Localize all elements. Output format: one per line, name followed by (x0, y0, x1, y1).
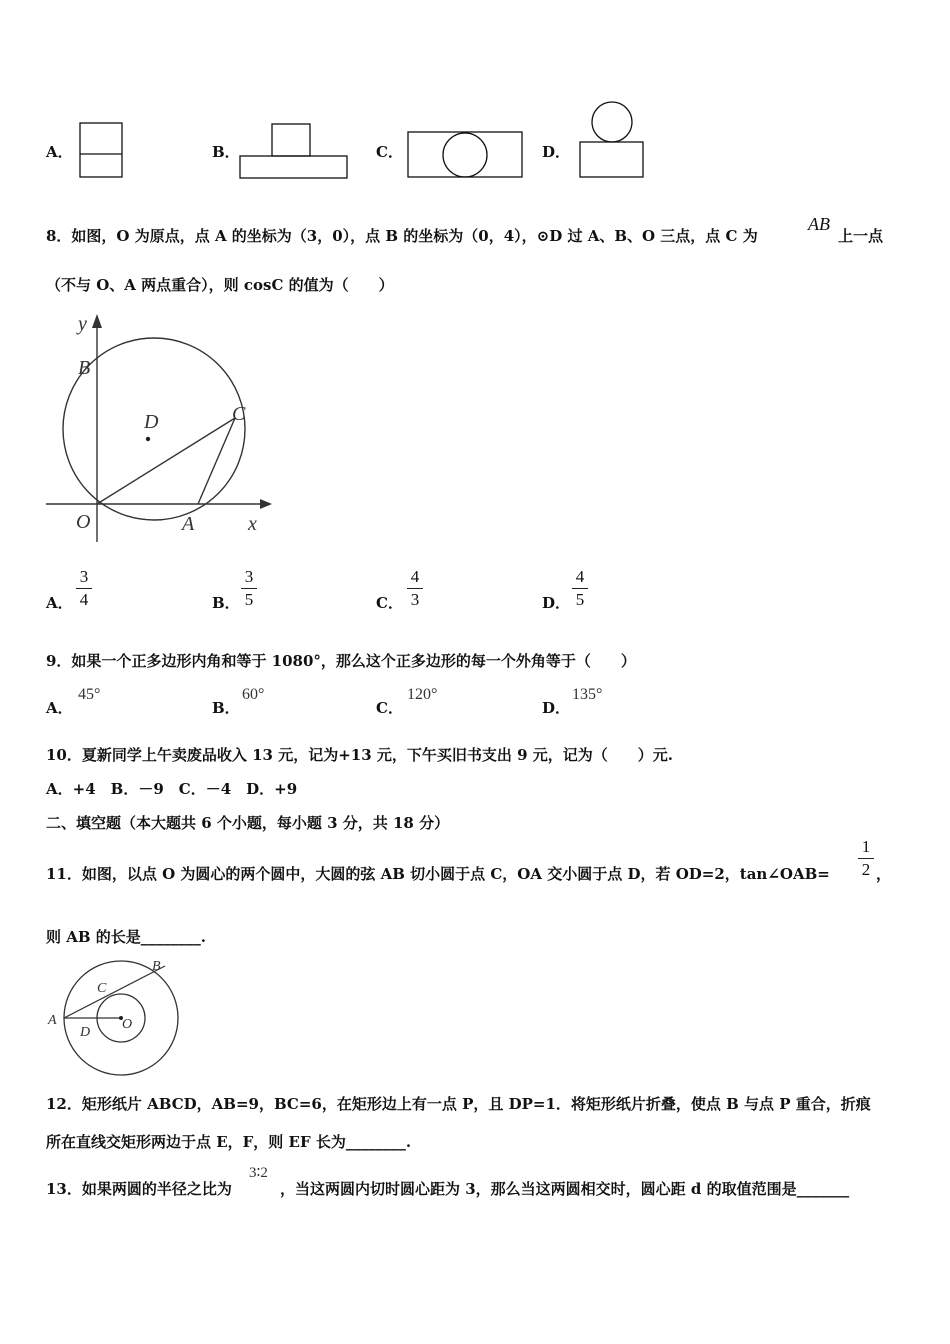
q10-stem: 10．夏新同学上午卖废品收入 13 元，记为+13 元，下午买旧书支出 9 元，记为（ ）元. (46, 746, 673, 764)
q11-fraction: 1 2 (858, 838, 874, 879)
q8-arc-label: AB (808, 214, 830, 234)
q8-option-b-label: B． (212, 594, 240, 612)
q13-stem-end: ，当这两圆内切时圆心距为 3，那么当这两圆相交时，圆心距 d 的取值范围是_______ (280, 1180, 850, 1198)
q11-figure (40, 950, 200, 1080)
q9-option-c-label: C． (376, 699, 403, 717)
q12-stem-line1: 12．矩形纸片 ABCD，AB=9，BC=6，在矩形边上有一点 P，且 DP=1．将矩形纸片折叠，使点 B 与点 P 重合，折痕 (46, 1095, 871, 1113)
q8-option-a-fraction: 3 4 (76, 568, 92, 609)
segment-ca (198, 418, 235, 504)
q8-stem-line1: 8．如图，O 为原点，点 A 的坐标为（3，0），点 B 的坐标为（0，4），⊙D 过 A、B、O 三点，点 C 为 (46, 227, 758, 245)
q7-option-c-label: C． (376, 143, 403, 161)
center-dot (146, 437, 150, 441)
q11-stem-line1-end: ， (876, 865, 892, 883)
q7-option-a-label: A． (46, 143, 73, 161)
q8-option-c-label: C． (376, 594, 403, 612)
label-d: D (144, 411, 159, 433)
label-o: O (122, 1017, 133, 1032)
q9-option-a-value: 45° (78, 686, 101, 703)
q8-option-b-fraction: 3 5 (241, 568, 257, 609)
q10-options: A．+4 B．－9 C．－4 D．+9 (46, 780, 298, 798)
q13-stem-start: 13．如果两圆的半径之比为 (46, 1180, 232, 1198)
label-a: A (182, 513, 195, 535)
chord-ab (64, 966, 165, 1018)
q9-option-b-value: 60° (242, 686, 265, 703)
q11-stem-line1: 11．如图，以点 O 为圆心的两个圆中，大圆的弦 AB 切小圆于点 C，OA 交小圆于点 D，若 OD=2，tan∠OAB= (46, 865, 830, 883)
q9-option-c-value: 120° (407, 686, 438, 703)
label-x: x (248, 513, 257, 535)
label-d: D (80, 1025, 91, 1040)
q9-option-d-label: D． (542, 699, 571, 717)
label-a: A (48, 1013, 57, 1028)
q8-figure (40, 310, 340, 550)
q8-option-c-fraction: 4 3 (407, 568, 423, 609)
q8-option-d-label: D． (542, 594, 571, 612)
label-b: B (152, 959, 161, 974)
q8-option-a-label: A． (46, 594, 73, 612)
label-c: C (232, 403, 246, 425)
q7-option-d-label: D． (542, 143, 571, 161)
q8-stem-line2: （不与 O、A 两点重合），则 cosC 的值为（ ） (46, 276, 394, 294)
q9-option-d-value: 135° (572, 686, 603, 703)
label-o: O (76, 511, 91, 533)
q8-option-d-fraction: 4 5 (572, 568, 588, 609)
q11-stem-line2: 则 AB 的长是________. (46, 928, 206, 946)
x-axis-arrow (260, 499, 272, 509)
q9-option-a-label: A． (46, 699, 73, 717)
q9-stem: 9．如果一个正多边形内角和等于 1080°，那么这个正多边形的每一个外角等于（ ） (46, 652, 636, 670)
segment-oc (97, 418, 235, 504)
q9-option-b-label: B． (212, 699, 240, 717)
label-b: B (78, 357, 91, 379)
q12-stem-line2: 所在直线交矩形两边于点 E，F，则 EF 长为________. (46, 1133, 412, 1151)
label-y: y (78, 313, 87, 335)
q13-ratio: 3∶2 (249, 1165, 268, 1181)
y-axis-arrow (92, 314, 102, 328)
q7-option-b-label: B． (212, 143, 240, 161)
section-2-heading: 二、填空题（本大题共 6 个小题，每小题 3 分，共 18 分） (46, 814, 450, 832)
label-c: C (97, 981, 107, 996)
q7-option-d-figure (0, 0, 950, 200)
q8-stem-line1-end: 上一点 (838, 227, 884, 245)
